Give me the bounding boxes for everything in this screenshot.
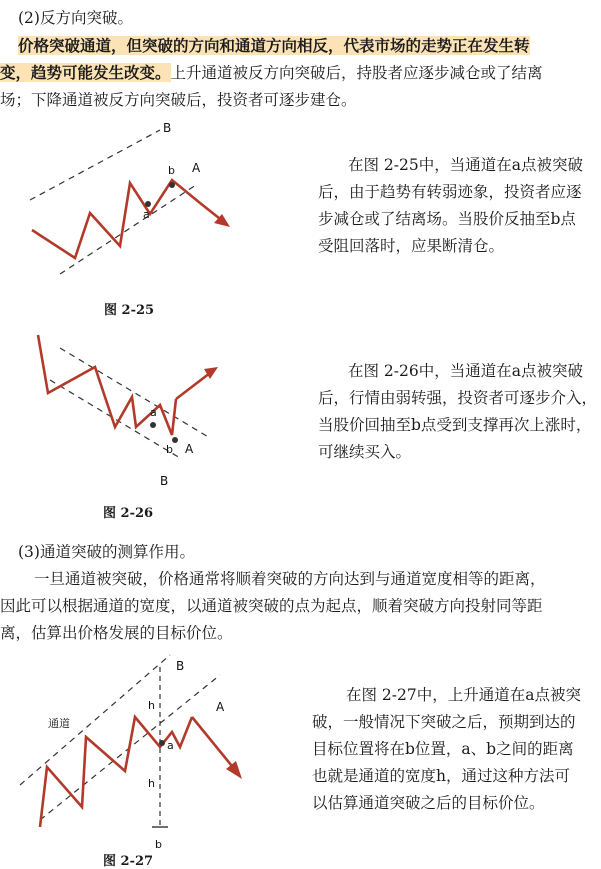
fig27-text-line: 也就是通道的宽度h，通过这种方法可 [312,767,570,785]
point-a [145,201,151,207]
label-A: A [216,700,225,714]
section2-line2 [0,61,601,83]
caption-fig-2-27: 图 2-27 [103,854,154,869]
label-A: A [192,161,201,175]
section3-body-line: 离，估算出价格发展的目标价位。 [0,624,233,642]
figure-2-25 [20,121,260,288]
label-A: A [185,442,194,456]
caption-fig-2-25: 图 2-25 [104,303,155,318]
fig25-text-line: 后，由于趋势有转弱迹象，投资者应逐 [318,183,582,201]
fig25-text-line: 步减仓或了结离场。当股价反抽至b点 [318,210,576,228]
fig27-text-line: 目标位置将在b位置，a、b之间的距离 [312,740,574,758]
fig25-text-line: 受阻回落时，应果断清仓。 [318,237,505,255]
section2-line1 [18,34,601,56]
section3-body-line: 一旦通道被突破，价格通常将顺着突破的方向达到与通道宽度相等的距离， [34,570,546,588]
figure-2-27 [10,655,260,855]
upper-channel-line [30,130,160,200]
figure-2-26 [20,335,260,495]
fig27-text-line: 在图 2-27中，上升通道在a点被突 [346,686,581,704]
label-a: a [143,208,150,221]
highlight-text-1: 价格突破通道，但突破的方向和通道方向相反，代表市场的走势正在发生转 [18,36,530,55]
fig25-text-line: 在图 2-25中，当通道在a点被突破 [348,156,583,174]
price-line [40,717,192,827]
label-a: a [167,739,174,752]
fig26-text [318,358,598,466]
label-B: B [176,659,185,673]
section2-line3: 场；下降通道被反方向突破后，投资者可逐步建仓。 [0,91,357,109]
label-h-top: h [148,699,155,712]
fig25-text [318,152,598,260]
point-a [150,422,156,428]
highlight-text-2: 变，趋势可能发生改变。 [0,63,171,82]
label-b: b [166,443,173,456]
price-line [38,335,176,435]
section2-line2-rest: 上升通道被反方向突破后，持股者应逐步减仓或了结离 [170,64,543,82]
section3-body-line: 因此可以根据通道的宽度，以通道被突破的点为起点，顺着突破方向投射同等距 [0,597,543,615]
label-channel: 通道 [48,717,70,730]
price-line [32,180,200,258]
fig26-text-line: 当股价回抽至b点受到支撑再次上涨时， [318,416,592,434]
section3-body [0,566,601,647]
label-B: B [163,121,172,135]
label-a: a [150,406,157,419]
label-b: b [168,164,175,177]
fig27-text [312,682,598,817]
section3-heading: (3)通道突破的测算作用。 [18,543,195,561]
label-h-bottom: h [148,777,155,790]
fig26-text-line: 在图 2-26中，当通道在a点被突破 [348,362,583,380]
fig26-text-line: 可继续买入。 [318,443,412,461]
label-b: b [155,838,162,851]
point-b [169,182,175,188]
point-a [159,740,165,746]
fig27-text-line: 以估算通道突破之后的目标价位。 [312,794,545,812]
upper-channel-line [50,380,180,458]
section2-heading: (2)反方向突破。 [18,9,133,27]
label-B: B [160,474,169,488]
fig27-text-line: 破，一般情况下突破之后，预期到达的 [312,713,576,731]
fig26-text-line: 后，行情由弱转强，投资者可逐步介入， [318,389,598,407]
upper-channel-line [20,655,170,785]
caption-fig-2-26: 图 2-26 [103,506,154,521]
